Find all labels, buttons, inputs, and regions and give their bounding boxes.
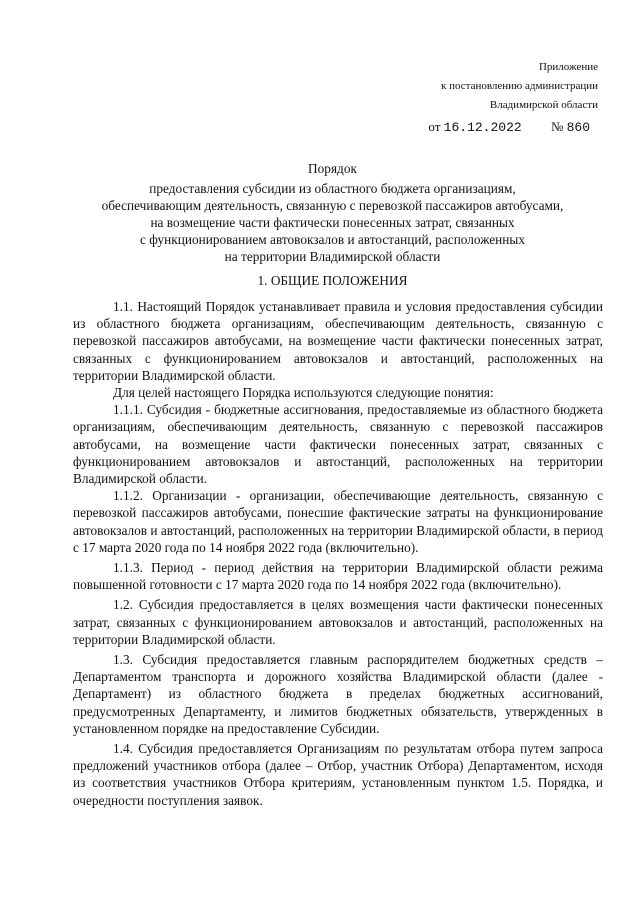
appendix-line-2: к постановлению администрации	[441, 80, 598, 92]
date-prefix: от	[428, 119, 441, 134]
title-heading: Порядок	[308, 161, 357, 176]
paragraph-1-4: 1.4. Субсидия предоставляется Организациям по результатам отбора путем запроса предложений участников отбора (далее – Отбор, участник Отбора) Департаментом, исходя из соответствия участников Отбора критериям, установленным пунктом 1.5. Порядка, и очередности поступления заявок.	[73, 741, 603, 808]
title-line: с функционированием автовокзалов и автостанций, расположенных	[140, 232, 525, 247]
decree-number: 860	[566, 120, 590, 135]
document-title	[60, 160, 605, 265]
number-prefix: №	[550, 119, 564, 134]
paragraph-1-1-3: 1.1.3. Период - период действия на территории Владимирской области режима повышенной готовности с 17 марта 2020 года по 14 ноября 2022 года (включительно).	[73, 560, 603, 593]
paragraph-definitions-intro: Для целей настоящего Порядка используются следующие понятия:	[113, 385, 494, 401]
decree-date: 16.12.2022	[443, 120, 522, 135]
paragraph-1-1-1: 1.1.1. Субсидия - бюджетные ассигнования, предоставляемые из областного бюджета организациям, обеспечивающим деятельность, связанную с перевозкой пассажиров автобусами, на возмещение части фактически понесенных затрат, связанных с функционированием автовокзалов и автостанций, расположенных на территории Владимирской области.	[73, 402, 603, 487]
title-line: обеспечивающим деятельность, связанную с перевозкой пассажиров автобусами,	[101, 198, 564, 213]
paragraph-1-1-2: 1.1.2. Организации - организации, обеспечивающие деятельность, связанную с перевозкой пассажиров автобусами, понесшие фактические затраты на функционирование автовокзалов и автостанций, расположенных на территории Владимирской области, в период с 17 марта 2020 года по 14 ноября 2022 года (включительно).	[73, 488, 603, 555]
title-line: на территории Владимирской области	[224, 249, 441, 264]
appendix-line-1: Приложение	[538, 61, 598, 73]
paragraph-1-2: 1.2. Субсидия предоставляется в целях возмещения части фактически понесенных затрат, связанных с функционированием автовокзалов и автостанций, расположенных на территории Владимирской области.	[73, 597, 603, 647]
title-line: предоставления субсидии из областного бюджета организациям,	[149, 181, 516, 196]
paragraph-1-3: 1.3. Субсидия предоставляется главным распорядителем бюджетных средств – Департаментом транспорта и дорожного хозяйства Владимирской области (далее - Департамент) из областного бюджета в пределах бюджетных ассигнований, предусмотренных Департаменту, и лимитов бюджетных обязательств, утвержденных в установленном порядке на предоставление Субсидии.	[73, 652, 603, 736]
paragraph-1-1: 1.1. Настоящий Порядок устанавливает правила и условия предоставления субсидии из областного бюджета организациям, обеспечивающим деятельность, связанную с перевозкой пассажиров автобусами, на возмещение части фактически понесенных затрат, связанных с функционированием автовокзалов и автостанций, расположенных на территории Владимирской области.	[73, 299, 603, 383]
appendix-block	[428, 58, 598, 137]
document-body	[73, 298, 603, 809]
appendix-date-row	[428, 117, 590, 137]
appendix-line-3: Владимирской области	[489, 99, 598, 111]
section-heading: 1. ОБЩИЕ ПОЛОЖЕНИЯ	[257, 273, 408, 288]
title-line: на возмещение части фактически понесенных затрат, связанных	[150, 215, 515, 230]
